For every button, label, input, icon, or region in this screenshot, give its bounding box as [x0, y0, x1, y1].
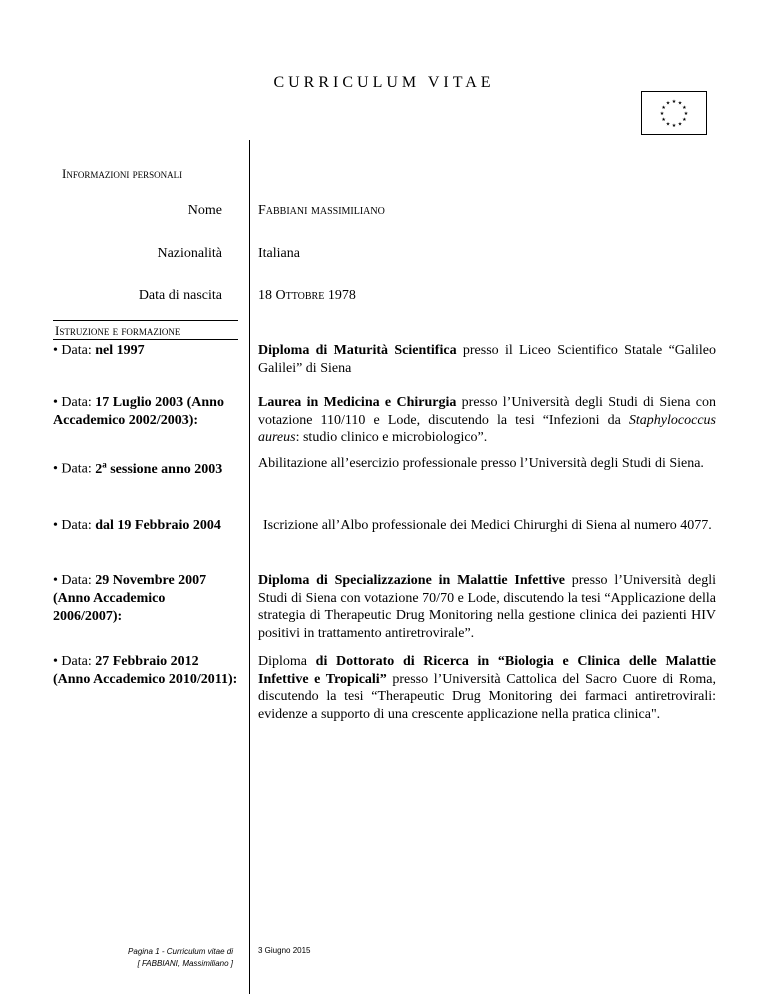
name-value: Fabbiani massimiliano	[258, 203, 385, 218]
eu-flag-icon	[641, 91, 707, 135]
flag-star-icon: ★	[661, 106, 666, 111]
edu-date-2003: • Data: 17 Luglio 2003 (Anno Accademico 2002/2003):	[53, 395, 224, 428]
nationality-label: Nazionalità	[157, 246, 222, 261]
flag-star-icon: ★	[682, 118, 687, 123]
section-rule-bottom	[53, 339, 238, 340]
birth-value	[258, 288, 356, 304]
edu-date-abilitazione: • Data: 2$^a$ sessione anno 2003	[53, 459, 223, 477]
flag-star-icon: ★	[665, 101, 671, 107]
edu-desc-abilitazione: Abilitazione all’esercizio professionale presso l’Università degli Studi di Siena.	[258, 456, 704, 471]
edu-date-specializzazione: • Data: 29 Novembre 2007 (Anno Accademico 2006/2007):	[53, 573, 207, 624]
edu-desc-2003: Laurea in Medicina e Chirurgia presso l’Università degli Studi di Siena con votazione 110/110 e Lode, discutendo la tesi “Infezioni da Staphylococcus aureus: studio clinico e microbiologico”.	[258, 395, 716, 445]
edu-desc-specializzazione: Diploma di Specializzazione in Malattie Infettive presso l’Università degli Studi di Siena con votazione 70/70 e Lode, discutendo la tesi “Applicazione della strategia di Therapeutic Drug Monitoring nella gestione clinica dei pazienti HIV positivi in trattamento antiretrovirale”.	[258, 573, 716, 641]
column-divider	[249, 140, 250, 994]
personal-section-title: Informazioni personali	[62, 166, 183, 181]
education-section-title: Istruzione e formazione	[55, 323, 181, 338]
document-date: 3 Giugno 2015	[258, 946, 311, 955]
page-footer	[53, 946, 233, 970]
flag-star-icon: ★	[661, 118, 666, 123]
document-title: CURRICULUM VITAE	[273, 74, 495, 91]
section-rule-top	[53, 320, 238, 321]
flag-star-icon: ★	[671, 100, 677, 105]
edu-date-dottorato: • Data: 27 Febbraio 2012 (Anno Accademico 2010/2011):	[53, 654, 238, 687]
cv-owner: [ FABBIANI, Massimiliano ]	[137, 959, 233, 968]
edu-date-1997: • Data: nel 1997	[53, 343, 145, 358]
name-label: Nome	[187, 203, 222, 218]
birth-year: 1978	[324, 288, 356, 303]
flag-star-icon: ★	[665, 122, 671, 128]
edu-desc-albo: Iscrizione all’Albo professionale dei Medici Chirurghi di Siena al numero 4077.	[263, 518, 712, 533]
page-number-line: Pagina 1 - Curriculum vitae di	[128, 947, 233, 956]
flag-star-icon: ★	[671, 124, 677, 129]
edu-desc-1997: Diploma di Maturità Scientifica presso il Liceo Scientifico Statale “Galileo Galilei” di Siena	[258, 343, 716, 376]
birth-day: 18	[258, 288, 276, 303]
flag-star-icon: ★	[677, 101, 683, 107]
flag-star-icon: ★	[677, 122, 683, 128]
flag-star-icon: ★	[683, 112, 689, 117]
flag-star-icon: ★	[682, 106, 687, 111]
flag-star-icon: ★	[659, 112, 665, 117]
edu-desc-dottorato: Diploma di Dottorato di Ricerca in “Biologia e Clinica delle Malattie Infettive e Tropicali” presso l’Università Cattolica del Sacro Cuore di Roma, discutendo la tesi “Therapeutic Drug Monitoring dei farmaci antiretrovirali: evidenze a supporto di una crescente applicazione nella pratica clinica".	[258, 654, 716, 722]
edu-date-albo: • Data: dal 19 Febbraio 2004	[53, 518, 221, 533]
nationality-value: Italiana	[258, 246, 300, 261]
birth-month: Ottobre	[275, 288, 325, 303]
birth-label: Data di nascita	[138, 288, 222, 303]
